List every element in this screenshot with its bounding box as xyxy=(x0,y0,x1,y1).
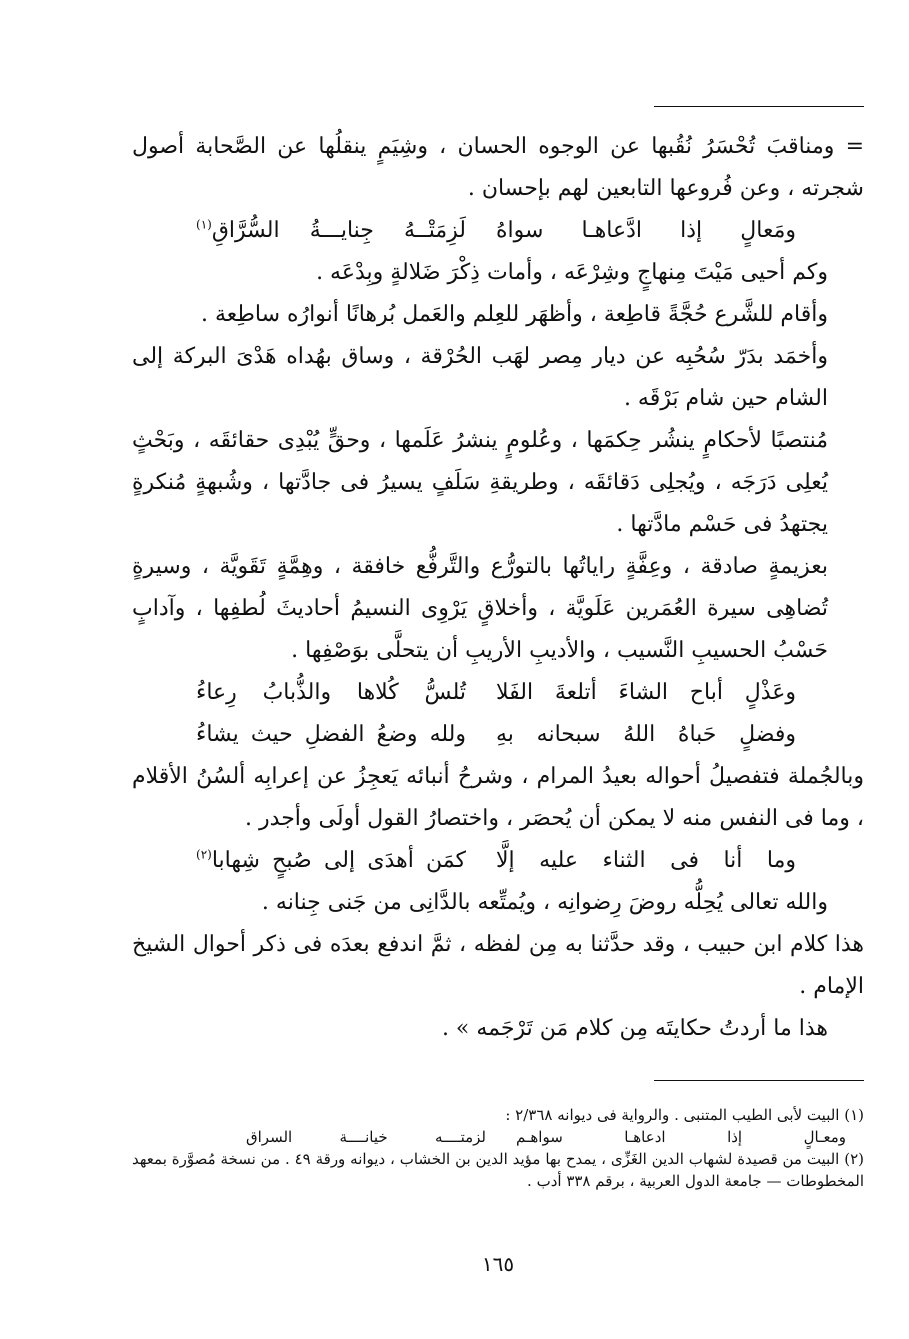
verse-line xyxy=(132,714,864,756)
footnote-marker: (٢) xyxy=(196,847,212,862)
verse-first-hemistich: وما أنا فى الثناء عليه إلَّا xyxy=(496,848,796,873)
verse-line xyxy=(132,672,864,714)
footnote-verse-first: ومعـالٍ إذا ادعاهـا سواهـم xyxy=(516,1128,846,1146)
paragraph: بعزيمةٍ صادقة ، وعِفَّةٍ راياتُها بالتورُّع والتَّرفُّع خافقة ، وهِمَّةٍ تَقَويَّة ، وسيرةٍ تُضاهِى سيرة العُمَرين عَلَويَّة ، وأخلاقٍ يَرْوِى النسيمُ أحاديثَ لُطفِها ، وآدابٍ حَسْبُ الحسيبِ النَّسيب ، والأديبِ الأريبِ أن يتحلَّى بوَصْفِها . xyxy=(132,554,828,663)
verse-first-hemistich: ومَعالٍ إذا ادَّعاهـا سواهُ xyxy=(496,218,796,243)
main-text xyxy=(132,126,864,1050)
paragraph: وأقام للشَّرع حُجَّةً قاطِعة ، وأظهَر للعِلم والعَمل بُرهانًا أنوارُه ساطِعة . xyxy=(201,302,828,327)
paragraph: والله تعالى يُحِلُّه روضَ رِضوانِه ، ويُمتِّعه بالدَّانِى من جَنى جِنانه . xyxy=(261,890,828,915)
verse-line xyxy=(132,210,864,252)
verse-second-hemistich: تُلسُّ كُلاها والذُّبابُ رِعاءُ xyxy=(196,680,466,705)
footnote-divider xyxy=(654,1080,864,1081)
top-divider xyxy=(654,106,864,107)
book-page xyxy=(132,100,864,1300)
footnote-verse-second: لزمتــــه خيانــــة السراق xyxy=(246,1128,486,1146)
paragraph: = ومناقبَ تُحْسَرُ نُقُبها عن الوجوه الحسان ، وشِيَمٍ ينقلُها عن الصَّحابة أصول شجرته ، وعن فُروعها التابعين لهم بإحسان . xyxy=(132,134,864,201)
verse-first-hemistich: وعَذْلٍ أباح الشاءَ أتلعةَ الفَلا xyxy=(496,680,796,705)
footnote-2: (٢) البيت من قصيدة لشهاب الدين الغَزِّى ، يمدح بها مؤيد الدين بن الخشاب ، ديوانه ورقة ٤٩ . من نسخة مُصوَّرة بمعهد المخطوطات — جامعة الدول العربية ، برقم ٣٣٨ أدب . xyxy=(132,1150,864,1190)
verse-second-hemistich: ولله وضعُ الفضلِ حيث يشاءُ xyxy=(196,722,466,747)
verse-second-hemistich: كمَن أهدَى إلى صُبحٍ شِهابا$^{(٢)}$ xyxy=(196,847,466,873)
verse-line xyxy=(132,840,864,882)
paragraph: هذا كلام ابن حبيب ، وقد حدَّثنا به مِن لفظه ، ثمَّ اندفع بعدَه فى ذكر أحوال الشيخ الإمام . xyxy=(132,932,864,999)
page-number: ١٦٥ xyxy=(481,1252,515,1276)
paragraph: مُنتصبًا لأحكامٍ ينشُر حِكمَها ، وعُلومٍ ينشرُ عَلَمها ، وحقٍّ يُبْدِى حقائقَه ، وبَحْثٍ يُعلِى دَرَجَه ، ويُجلِى دَقائقَه ، وطريقةِ سَلَفٍ يسيرُ فى جادَّتها ، وشُبهةٍ مُنكرةٍ يجتهدُ فى حَسْم مادَّتها . xyxy=(132,428,828,537)
paragraph: وأخمَد بدَرّ سُحُبِه عن ديار مِصر لهَب الحُرْقة ، وساق بهُداه هَدْىَ البركة إلى الشام حين شام بَرْقَه . xyxy=(132,344,828,411)
footnote-verse xyxy=(132,1126,864,1148)
paragraph: وكم أحيى مَيْتَ مِنهاجٍ وشِرْعَه ، وأمات ذِكْرَ ضَلالةٍ وبِدْعَه . xyxy=(316,260,828,285)
verse-second-hemistich: لَزِمَتْــهُ جِنايـــةُ السُّرَّاقِ$^{(١)}$ xyxy=(196,217,466,243)
footnote-1: (١) البيت لأبى الطيب المتنبى . والرواية فى ديوانه ٢/٣٦٨ : xyxy=(505,1106,864,1124)
footnotes xyxy=(132,1104,864,1192)
paragraph: وبالجُملة فتفصيلُ أحواله بعيدُ المرام ، وشرحُ أنبائه يَعجِزُ عن إعرابِه ألسُنُ الأقلام ، وما فى النفس منه لا يمكن أن يُحصَر ، واختصارُ القول أولَى وأجدر . xyxy=(132,764,864,831)
paragraph: هذا ما أردتُ حكايتَه مِن كلام مَن تَرْجَمه » . xyxy=(441,1016,828,1041)
footnote-marker: (١) xyxy=(196,217,212,232)
verse-first-hemistich: وفضلٍ حَباهُ اللهُ سبحانه بهِ xyxy=(496,722,796,747)
